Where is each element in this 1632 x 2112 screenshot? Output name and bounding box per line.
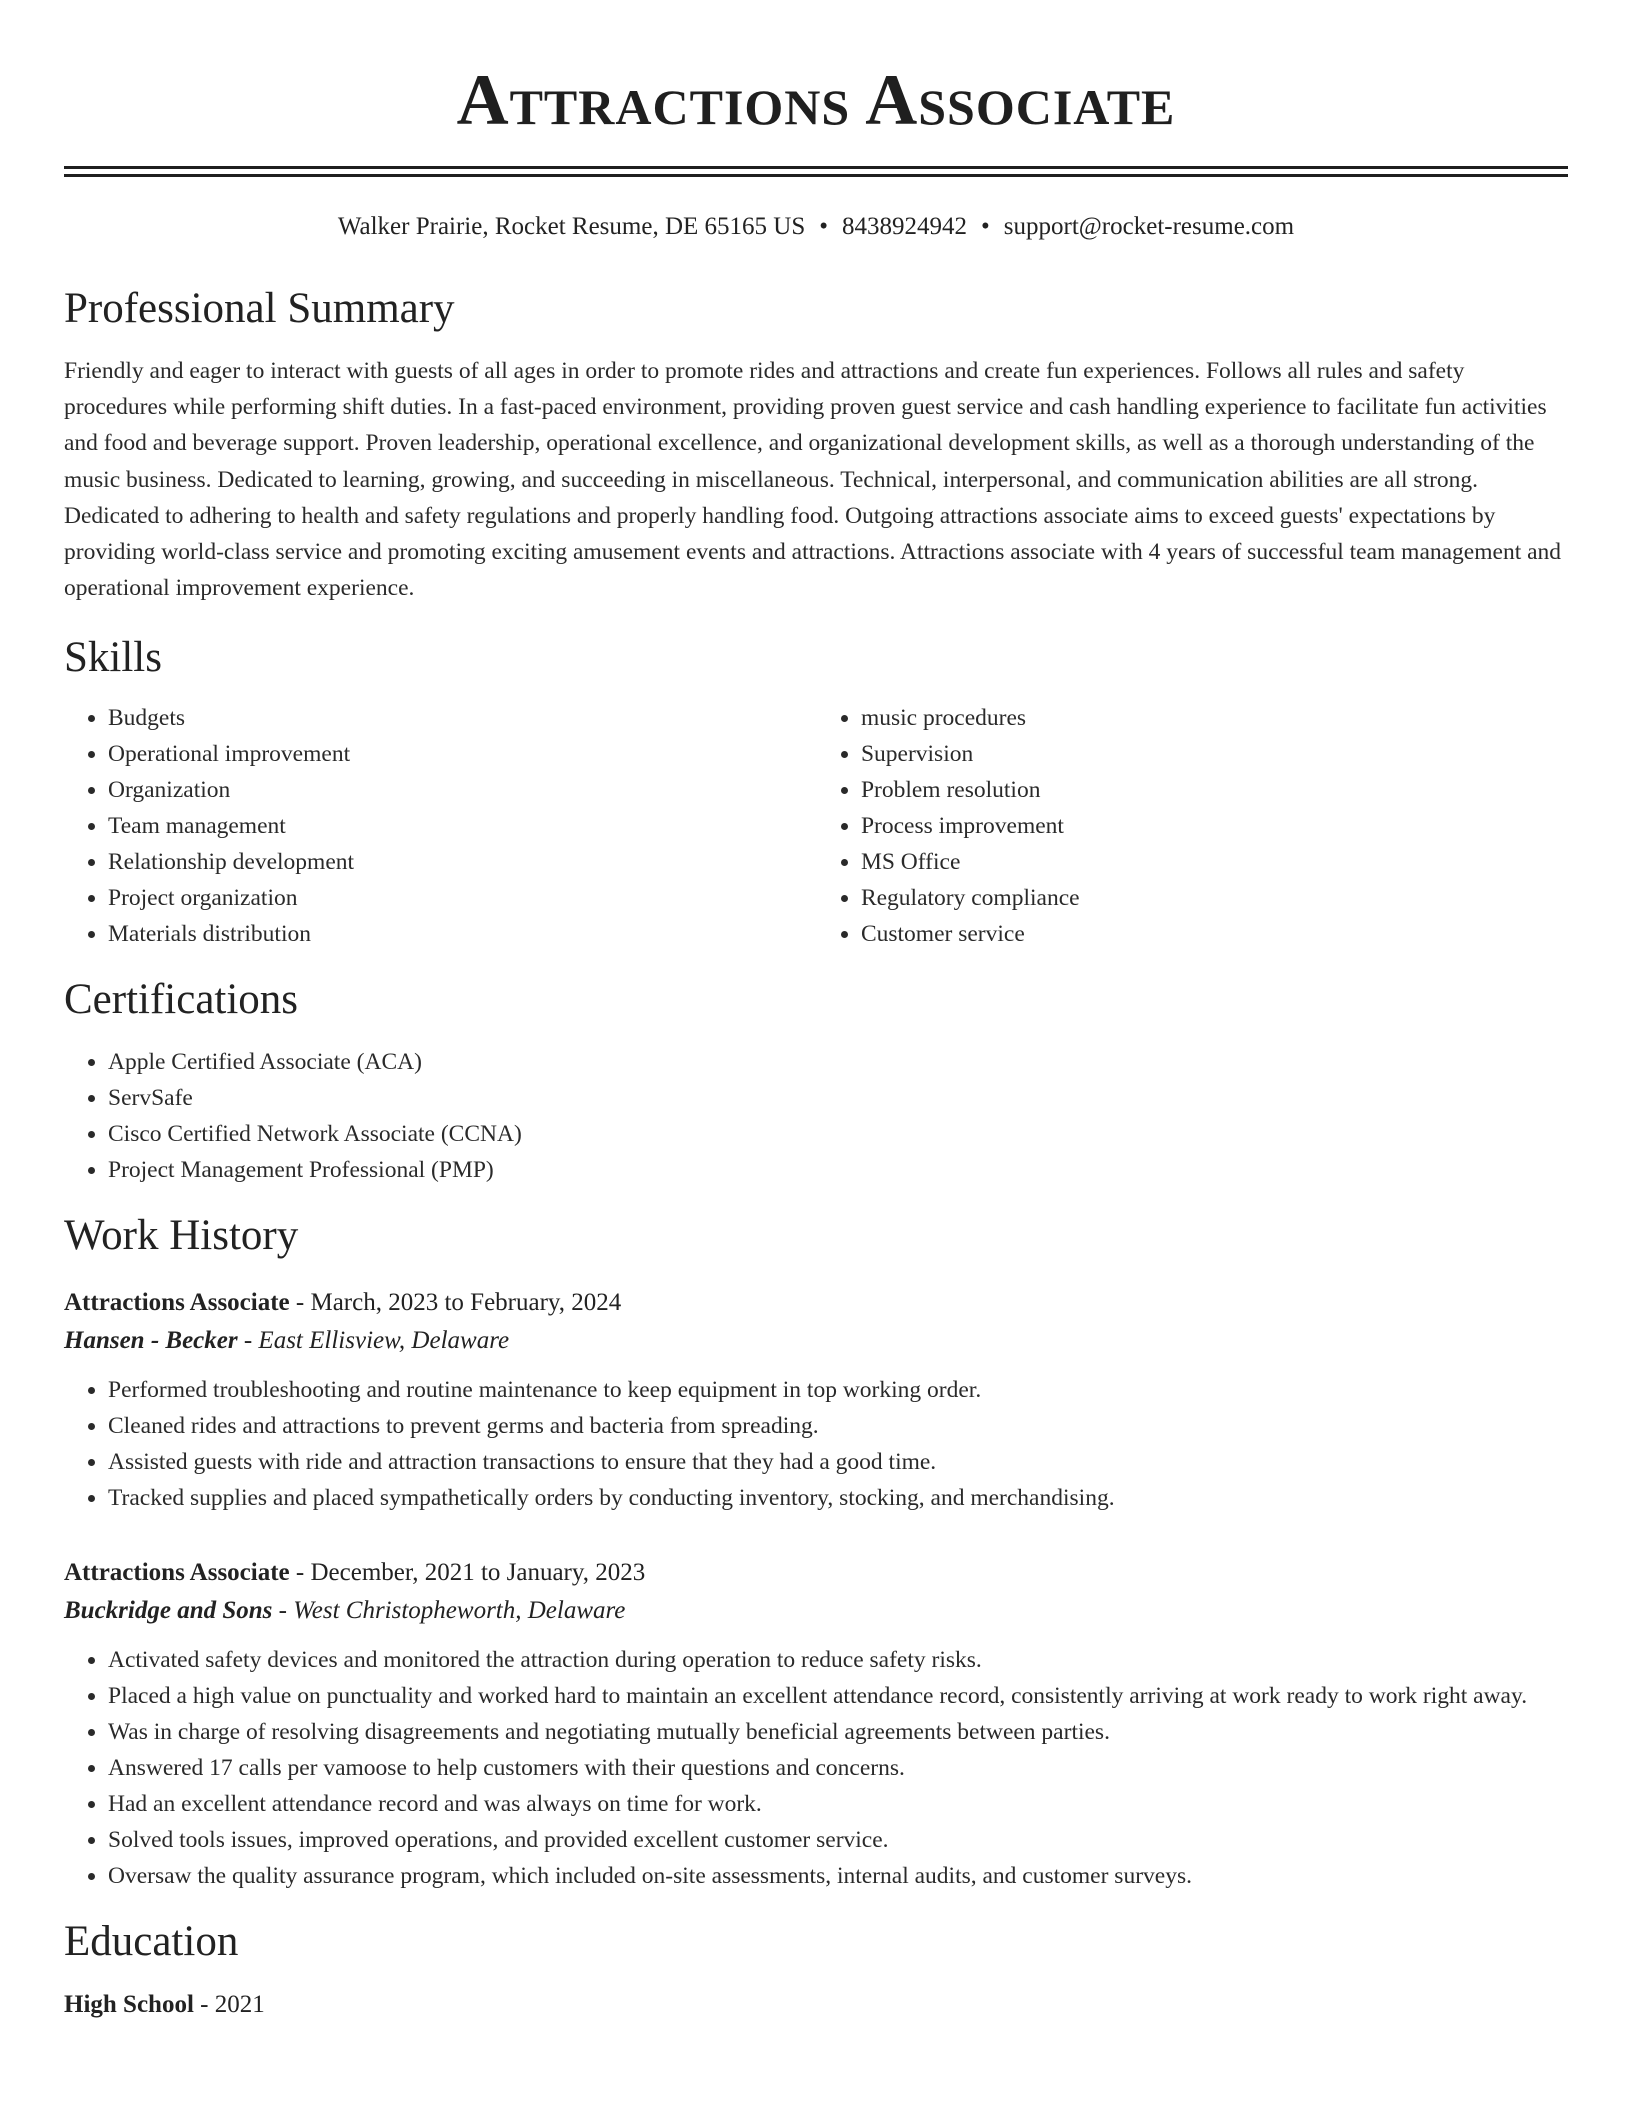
contact-address: Walker Prairie, Rocket Resume, DE 65165 US	[337, 213, 806, 240]
contact-separator: •	[819, 213, 829, 240]
job-company-line	[64, 1322, 1568, 1360]
contact-email: support@rocket-resume.com	[1003, 213, 1295, 240]
job-bullet: • Assisted guests with ride and attraction transactions to ensure that they had a good time.	[108, 1444, 1568, 1480]
job-entry	[64, 1284, 1568, 1516]
job-role: Attractions Associate	[64, 1559, 290, 1587]
job-company: Hansen - Becker	[64, 1327, 238, 1355]
job-dates: - December, 2021 to January, 2023	[289, 1559, 646, 1587]
job-bullet: • Placed a high value on punctuality and worked hard to maintain an excellent attendance record, consistently arriving at work ready to work right away.	[108, 1678, 1568, 1714]
certification-item: • Cisco Certified Network Associate (CCNA)	[108, 1116, 1568, 1152]
skill-item: • Problem resolution	[861, 772, 1568, 808]
job-bullet: • Tracked supplies and placed sympathetically orders by conducting inventory, stocking, and merchandising.	[108, 1480, 1568, 1516]
certification-item: • ServSafe	[108, 1080, 1568, 1116]
skill-item: • Budgets	[108, 700, 817, 736]
skill-item: • MS Office	[861, 844, 1568, 880]
job-bullet: • Oversaw the quality assurance program, which included on-site assessments, internal audits, and customer surveys.	[108, 1858, 1568, 1894]
education-year: - 2021	[193, 1991, 265, 2019]
skill-item: • Operational improvement	[108, 736, 817, 772]
job-bullet: • Performed troubleshooting and routine maintenance to keep equipment in top working order.	[108, 1372, 1568, 1408]
skills-list-right	[817, 700, 1568, 952]
job-title-line	[64, 1554, 1568, 1592]
skill-item: • Supervision	[861, 736, 1568, 772]
certification-item: • Apple Certified Associate (ACA)	[108, 1044, 1568, 1080]
job-bullet: • Was in charge of resolving disagreements and negotiating mutually beneficial agreements between parties.	[108, 1714, 1568, 1750]
job-bullet: • Had an excellent attendance record and was always on time for work.	[108, 1786, 1568, 1822]
certification-item: • Project Management Professional (PMP)	[108, 1152, 1568, 1188]
skill-item: • music procedures	[861, 700, 1568, 736]
skill-item: • Regulatory compliance	[861, 880, 1568, 916]
education-heading: Education	[64, 1918, 239, 1966]
job-bullet: • Cleaned rides and attractions to prevent germs and bacteria from spreading.	[108, 1408, 1568, 1444]
job-bullet: • Solved tools issues, improved operations, and provided excellent customer service.	[108, 1822, 1568, 1858]
skills-list-left	[64, 700, 817, 952]
job-title-line	[64, 1284, 1568, 1322]
job-company-line	[64, 1592, 1568, 1630]
skills-columns	[64, 700, 1568, 952]
skills-heading: Skills	[64, 634, 162, 682]
skill-item: • Organization	[108, 772, 817, 808]
job-bullet: • Answered 17 calls per vamoose to help customers with their questions and concerns.	[108, 1750, 1568, 1786]
contact-phone: 8438924942	[842, 213, 968, 240]
skill-item: • Team management	[108, 808, 817, 844]
skill-item: • Project organization	[108, 880, 817, 916]
summary-text: Friendly and eager to interact with guests of all ages in order to promote rides and attractions and create fun experiences. Follows all rules and safety procedures while performing shift duties. In a fast-paced environment, providing proven guest service and cash handling experience to facilitate fun activities and food and beverage support. Proven leadership, operational excellence, and organizational development skills, as well as a thorough understanding of the music business. Dedicated to learning, growing, and succeeding in miscellaneous. Technical, interpersonal, and communication abilities are all strong. Dedicated to adhering to health and safety regulations and properly handling food. Outgoing attractions associate aims to exceed guests' expectations by providing world-class service and promoting exciting amusement events and attractions. Attractions associate with 4 years of successful team management and operational improvement experience.	[64, 358, 1562, 602]
education-degree: High School	[64, 1991, 194, 2019]
contact-line	[64, 211, 1568, 243]
certifications-heading: Certifications	[64, 976, 299, 1024]
job-company: Buckridge and Sons	[64, 1597, 273, 1625]
job-location: - West Christopheworth, Delaware	[272, 1597, 626, 1625]
work-history-heading: Work History	[64, 1212, 299, 1260]
job-entry	[64, 1554, 1568, 1894]
certifications-list	[64, 1044, 1568, 1188]
job-bullet: • Activated safety devices and monitored the attraction during operation to reduce safety risks.	[108, 1642, 1568, 1678]
contact-separator: •	[981, 213, 990, 240]
job-location: - East Ellisview, Delaware	[237, 1327, 510, 1355]
header-double-rule	[64, 166, 1568, 177]
skill-item: • Process improvement	[861, 808, 1568, 844]
summary-heading: Professional Summary	[64, 285, 455, 332]
skill-item: • Relationship development	[108, 844, 817, 880]
resume-name: Attractions Associate	[456, 60, 1176, 140]
job-bullets	[64, 1372, 1568, 1516]
skill-item: • Materials distribution	[108, 916, 817, 952]
job-bullets	[64, 1642, 1568, 1894]
education-entry	[64, 1988, 1568, 2022]
job-role: Attractions Associate	[64, 1289, 290, 1317]
job-dates: - March, 2023 to February, 2024	[289, 1289, 622, 1317]
skill-item: • Customer service	[861, 916, 1568, 952]
